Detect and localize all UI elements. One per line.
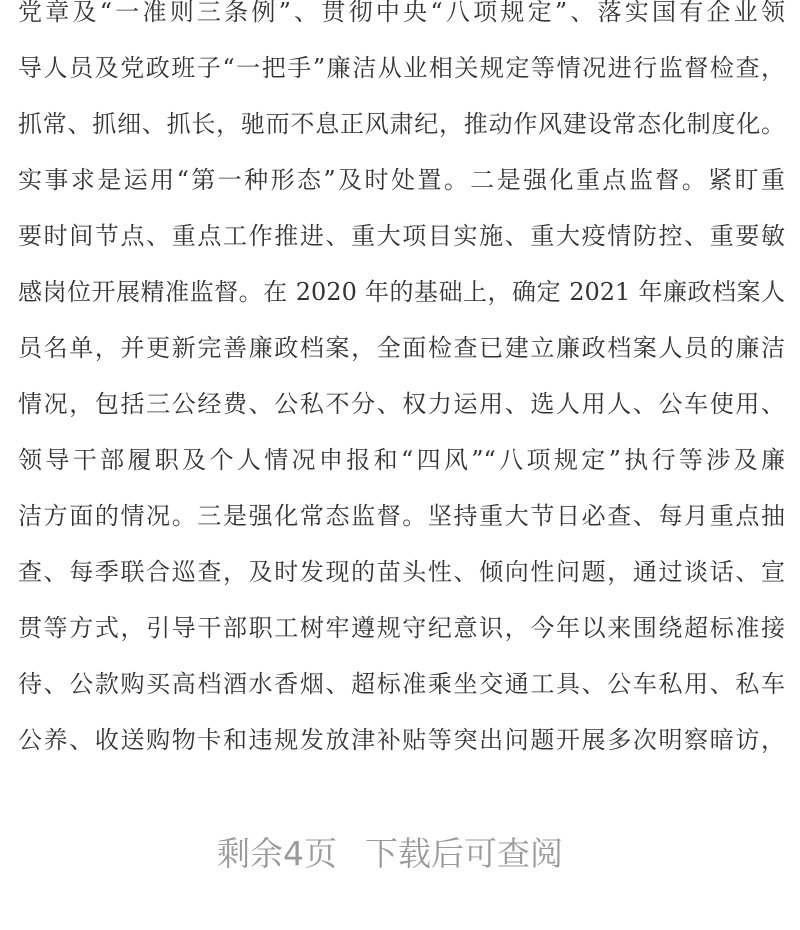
text-line: 要时间节点、重点工作推进、重大项目实施、重大疫情防控、重要敏: [18, 222, 785, 250]
text-line: 感岗位开展精准监督。在 2020 年的基础上，确定 2021 年廉政档案人: [18, 278, 785, 306]
read-more-banner[interactable]: [0, 828, 780, 875]
document-body: [18, 0, 785, 778]
text-line: 导人员及党政班子“一把手”廉洁从业相关规定等情况进行监督检查，: [18, 54, 785, 82]
text-line: 抓常、抓细、抓长，驰而不息正风肃纪，推动作风建设常态化制度化。: [18, 110, 785, 138]
text-line: 员名单，并更新完善廉政档案，全面检查已建立廉政档案人员的廉洁: [18, 334, 785, 362]
text-line: 查、每季联合巡查，及时发现的苗头性、倾向性问题，通过谈话、宣: [18, 558, 785, 586]
text-line: 公养、收送购物卡和违规发放津补贴等突出问题开展多次明察暗访，: [18, 726, 785, 754]
text-line: 实事求是运用“第一种形态”及时处置。二是强化重点监督。紧盯重: [18, 166, 785, 194]
download-hint-label: 下载后可查阅: [365, 834, 563, 873]
text-line: 党章及“一准则三条例”、贯彻中央“八项规定”、落实国有企业领: [18, 0, 785, 26]
text-line: 贯等方式，引导干部职工树牢遵规守纪意识，今年以来围绕超标准接: [18, 614, 785, 642]
text-line: 洁方面的情况。三是强化常态监督。坚持重大节日必查、每月重点抽: [18, 502, 785, 530]
remaining-pages-label: 剩余4页: [217, 834, 337, 873]
text-line: 待、公款购买高档酒水香烟、超标准乘坐交通工具、公车私用、私车: [18, 670, 785, 698]
text-line: 领导干部履职及个人情况申报和“四风”“八项规定”执行等涉及廉: [18, 446, 785, 474]
text-line: 情况，包括三公经费、公私不分、权力运用、选人用人、公车使用、: [18, 390, 785, 418]
